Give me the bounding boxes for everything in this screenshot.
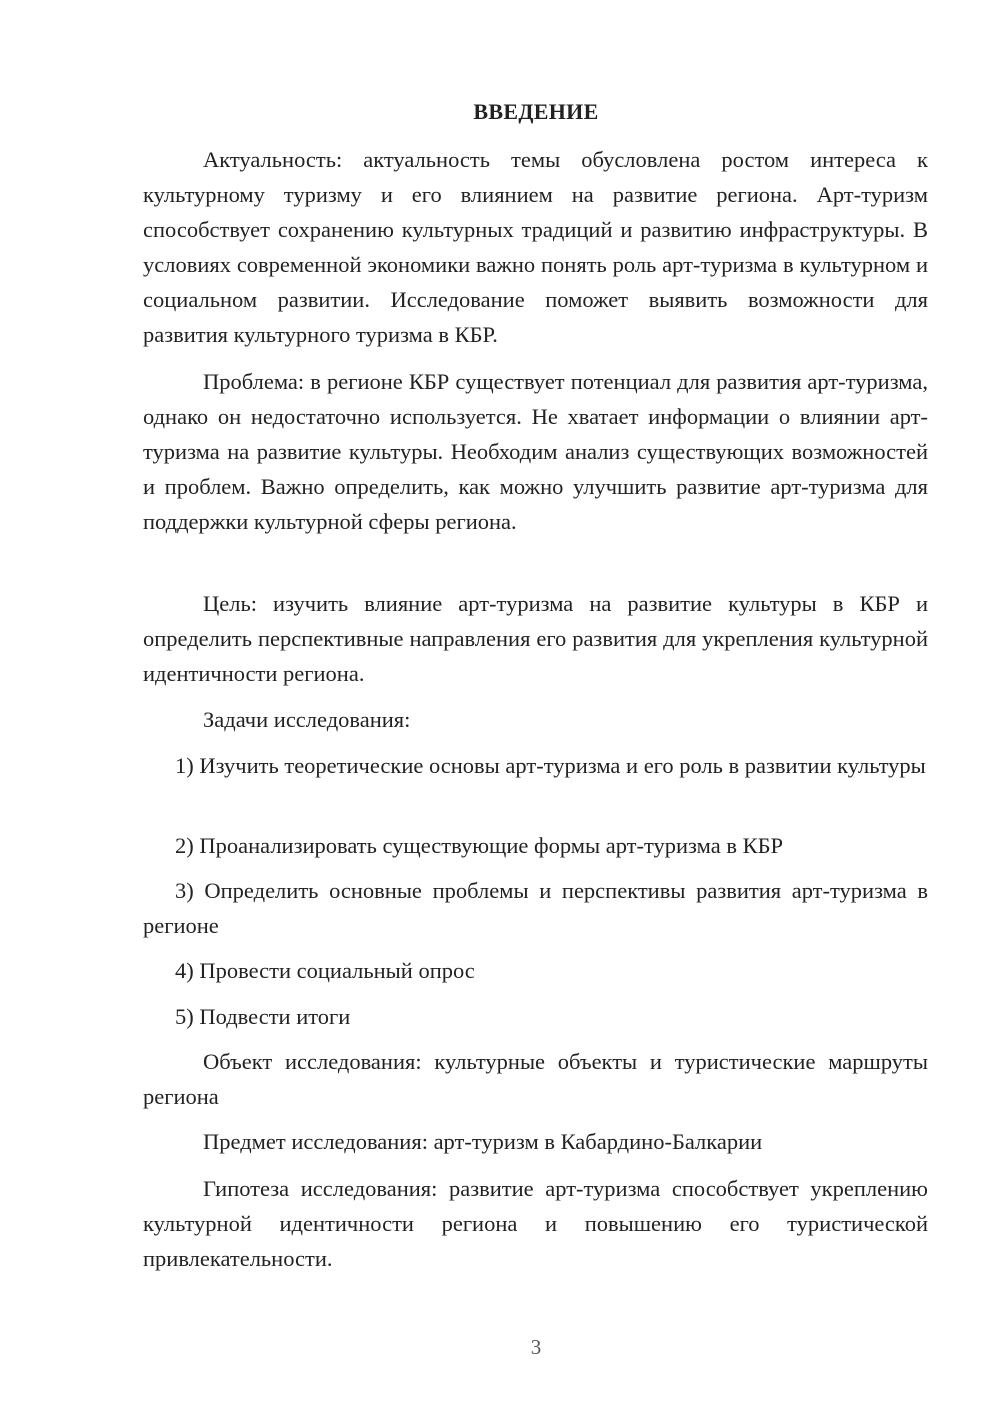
task-item-5: 5) Подвести итоги [175, 1004, 351, 1029]
page-title: ВВЕДЕНИЕ [473, 99, 599, 124]
task-item-3: 3) Определить основные проблемы и перспективы развития арт-туризма в регионе [143, 878, 928, 938]
tasks-heading: Задачи исследования: [203, 707, 411, 732]
paragraph-relevance: Актуальность: актуальность темы обусловлена ростом интереса к культурному туризму и его влиянием на развитие региона. Арт-туризм способствует сохранению культурных традиций и развитию инфраструктуры. В условиях современной экономики важно понять роль арт-туризма в культурном и социальном развитии. Исследование поможет выявить возможности для развития культурного туризма в КБР. [143, 147, 928, 347]
paragraph-hypothesis: Гипотеза исследования: развитие арт-туризма способствует укреплению культурной идентичности региона и повышению его туристической привлекательности. [143, 1176, 928, 1271]
task-item-1: 1) Изучить теоретические основы арт-туризма и его роль в развитии культуры [175, 753, 926, 778]
paragraph-object: Объект исследования: культурные объекты и туристические маршруты региона [143, 1049, 928, 1109]
paragraph-goal: Цель: изучить влияние арт-туризма на развитие культуры в КБР и определить перспективные направления его развития для укрепления культурной идентичности региона. [143, 591, 928, 686]
task-item-4: 4) Провести социальный опрос [175, 958, 475, 983]
paragraph-subject: Предмет исследования: арт-туризм в Кабардино-Балкарии [203, 1129, 763, 1154]
paragraph-problem: Проблема: в регионе КБР существует потенциал для развития арт-туризма, однако он недостаточно используется. Не хватает информации о влиянии арт-туризма на развитие культуры. Необходим анализ существующих возможностей и проблем. Важно определить, как можно улучшить развитие арт-туризма для поддержки культурной сферы региона. [143, 369, 928, 534]
task-item-2: 2) Проанализировать существующие формы арт-туризма в КБР [175, 833, 784, 858]
page-number: 3 [530, 1335, 542, 1359]
